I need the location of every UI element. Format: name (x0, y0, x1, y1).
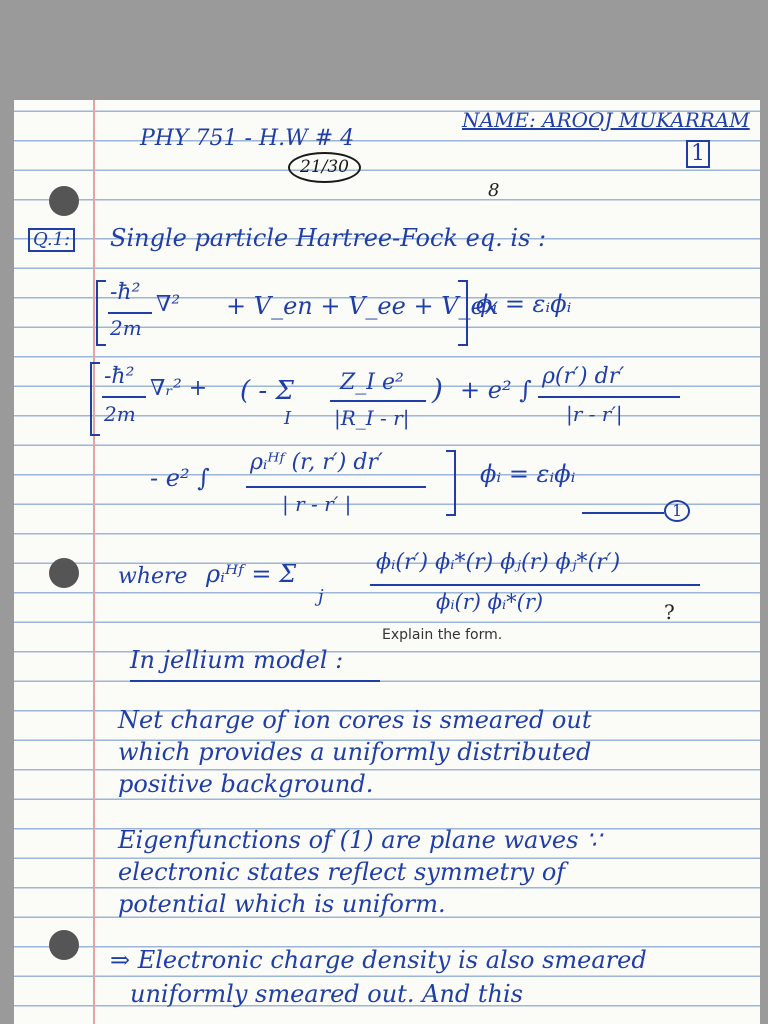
margin-line (93, 100, 95, 1024)
paragraph-line: electronic states reflect symmetry of (118, 858, 566, 886)
grader-question-mark: ? (664, 600, 675, 624)
paragraph-line: potential which is uniform. (118, 890, 446, 918)
heading-underline (130, 680, 380, 682)
page-number: 1 (686, 140, 710, 168)
paragraph-line: ⇒ Electronic charge density is also smeared (110, 946, 647, 974)
eq2-hartree-prefix: + e² ∫ (460, 376, 532, 404)
paragraph-line: uniformly smeared out. And this (130, 980, 523, 1008)
eq2-laplacian: ∇ᵣ² + (150, 376, 208, 401)
eq2-ion-prefix: ( - Σ (240, 376, 294, 406)
bracket-left (96, 280, 106, 346)
eq3-bar (246, 486, 426, 488)
eq3-underline (582, 512, 664, 514)
bracket-right (458, 280, 468, 346)
bracket-right (446, 450, 456, 516)
eq4-lhs: ρᵢᴴᶠ = Σ (206, 560, 297, 588)
eq3-den: | r - r′ | (282, 492, 352, 516)
bracket-left (90, 362, 100, 436)
eq1-potentials: + V_en + V_ee + V_ex (226, 292, 499, 320)
eq2-kinetic-num: -ħ² (104, 364, 135, 389)
eq1-fraction-bar (108, 312, 152, 314)
eq4-bar (370, 584, 700, 586)
eq1-rhs: ϕᵢ = εᵢϕᵢ (476, 290, 572, 318)
paragraph-line: Net charge of ion cores is smeared out (118, 706, 592, 734)
binder-hole (49, 186, 79, 216)
question-intro: Single particle Hartree-Fock eq. is : (110, 224, 547, 252)
eq2-hartree-bar (538, 396, 680, 398)
eq2-ion-bar (330, 400, 426, 402)
where-label: where (118, 564, 188, 589)
eq2-kinetic-den: 2m (104, 402, 136, 426)
eq4-sum-index: j (318, 586, 324, 607)
score: 21/30 (288, 152, 361, 183)
jellium-heading: In jellium model : (130, 646, 344, 674)
eq4-den: ϕᵢ(r) ϕᵢ*(r) (436, 590, 544, 614)
eq1-kinetic-den: 2m (110, 316, 142, 340)
eq4-num: ϕᵢ(r′) ϕᵢ*(r) ϕⱼ(r) ϕⱼ*(r′) (376, 550, 621, 575)
binder-hole (49, 558, 79, 588)
student-name: NAME: AROOJ MUKARRAM (462, 108, 750, 132)
paragraph-line: Eigenfunctions of (1) are plane waves ∵ (118, 826, 602, 854)
binder-hole (49, 930, 79, 960)
eq2-ion-index: I (284, 408, 292, 429)
course-title: PHY 751 - H.W # 4 (140, 126, 355, 151)
eq1-laplacian: ∇² (156, 292, 181, 317)
paragraph-line: which provides a uniformly distributed (118, 738, 592, 766)
equation-tag: 1 (664, 500, 690, 522)
paragraph-line: positive background. (118, 770, 374, 798)
eq2-ion-den: |R_I - r| (334, 406, 410, 430)
eq3-prefix: - e² ∫ (150, 464, 210, 492)
eq2-hartree-den: |r - r′| (566, 402, 623, 426)
question-label: Q.1: (28, 228, 75, 252)
grader-note: Explain the form. (382, 627, 503, 643)
eq2-ion-close: ) (432, 373, 443, 406)
eq3-rhs: ϕᵢ = εᵢϕᵢ (480, 460, 576, 488)
eq2-hartree-num: ρ(r′) dr′ (542, 364, 625, 389)
eq1-kinetic-num: -ħ² (110, 280, 141, 305)
eq2-ion-num: Z_I e² (340, 370, 404, 395)
eq3-num: ρᵢᴴᶠ (r, r′) dr′ (250, 450, 383, 475)
eq2-fraction-bar (102, 396, 146, 398)
grader-mark: 8 (488, 180, 500, 201)
